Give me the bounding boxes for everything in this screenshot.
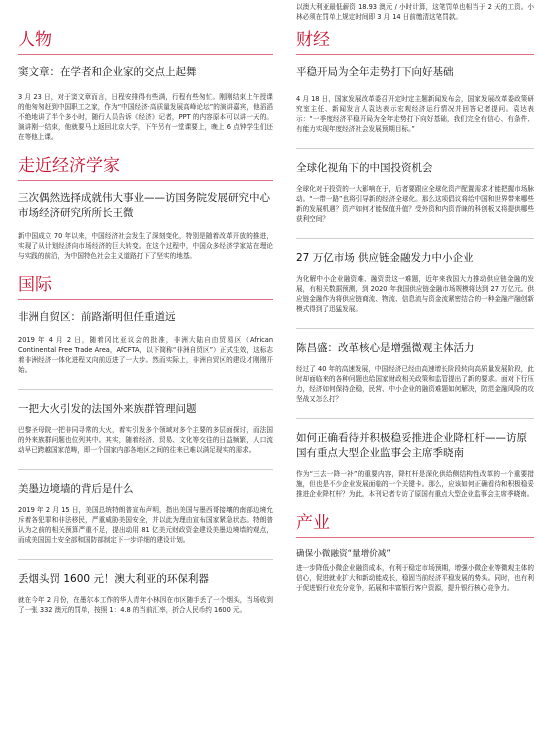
section-divider	[18, 54, 273, 55]
section-title: 走近经济学家	[18, 156, 120, 176]
article-continuation: 以澳大利亚最低薪资 18.93 澳元 / 小时计算，这笔罚单也相当于 2 天的工资。小林必须在罚单上规定时间即 3 月 14 日前缴清这笔罚款。	[296, 3, 534, 21]
section-title: 人物	[18, 30, 52, 50]
article-summary: 新中国成立 70 年以来，中国经济社会发生了深刻变化，特别是随着改革开放的推进，实现了从计划经济向市场经济的巨大转变。在这个过程中，中国众多经济学家站在理论与实践的前沿，为中国特色社会主义道路打下了坚实的地基。	[18, 232, 273, 260]
article-title[interactable]: 窦文章：在学者和企业家的交点上起舞	[18, 66, 197, 78]
section-title: 产业	[296, 513, 330, 533]
article-divider	[296, 238, 534, 239]
section-divider	[18, 180, 273, 181]
article-title[interactable]: 非洲自贸区：前路渐明但任重道远	[18, 311, 176, 323]
article-divider	[296, 328, 534, 329]
article-summary: 3 月 23 日，对于窦文章而言，日程安排得有些满，行程有些匆忙。刚刚结束上午授课的他匆匆赶到中国职工之家，作为“中国经济·高质量发展高峰论坛”的演讲嘉宾，他滔滔不绝地讲了半个多小时，随行人员告诉《经济》记者，PPT 的内容原本可以讲一天的。演讲刚一结束，他就要马上返回北京大学，下午另有一堂课要上，晚上 6 点钟学生们还在等他上课。	[18, 93, 273, 141]
section-international	[18, 275, 273, 615]
article-title[interactable]: 确保小微融资“量增价减”	[296, 549, 391, 559]
article-title[interactable]: 丢烟头罚 1600 元！澳大利亚的环保利器	[18, 573, 209, 585]
article-divider	[296, 418, 534, 419]
section-finance	[296, 30, 534, 499]
article-summary: 经过了 40 年的高速发展，中国经济已经由高速增长阶段转向高质量发展阶段，此时却面临来的各种问题也给国家财政相关政策和监管提出了新的要求。面对下行压力，经济如何保持企稳，民营、中小企业的融资难题如何解决，防范金融风险的攻坚战又怎么打？	[296, 365, 534, 403]
section-divider	[18, 299, 273, 300]
section-industry	[296, 513, 534, 593]
article-summary: 作为“三去一降一补”的重要内容，降杠杆是深化供给侧结构性改革的一个重要措施，但也是不少企业发展面临的一个关键卡。那么，应该如何正确看待和积极稳妥推进企业降杠杆？为此，本刊记者专访了原国有重点大型企业监事会主席季晓南。	[296, 470, 534, 498]
article-title[interactable]: 陈昌盛：改革核心是增强微观主体活力	[296, 342, 475, 354]
article-summary: 2019 年 2 月 15 日，美国总统特朗普宣布声明，指出美国与墨西哥接壤的南部边境允斥着各犯罪和非法移民，严重威胁美国安全，并以此为理由宣布国家紧急状态。特朗普认为之前的相关预算严重不足，提出动用 81 亿美元财政资金建设美墨边境墙的观点，而成美国国土安全部和国防部制定下一步详细的建设计划。	[18, 506, 273, 544]
article-title[interactable]: 美墨边境墙的背后是什么	[18, 483, 134, 495]
article-title[interactable]: 如何正确看待并积极稳妥推进企业降杠杆——访原国有重点大型企业监事会主席季晓南	[296, 432, 527, 459]
section-title: 国际	[18, 275, 52, 295]
article-title[interactable]: 全球化视角下的中国投资机会	[296, 162, 433, 174]
article-title[interactable]: 三次偶然选择成就伟大事业——访国务院发展研究中心市场经济研究所所长王微	[18, 192, 270, 219]
article-title[interactable]: 27 万亿市场 供应链金融发力中小企业	[296, 252, 474, 264]
article-summary: 巴黎圣母院一把非同寻常的大火，着实引发多个领域对多个主要的多层面探讨，而法国的外来族群问题也位列其中。其实，随着经济、贸易、文化等交往的日益频繁，人口流动早已跨越国家范畴，即一个国家内部各地区之间的往来已难以满足现实的需求。	[18, 426, 273, 454]
article-title[interactable]: 一把大火引发的法国外来族群管理问题	[18, 403, 197, 415]
left-column	[18, 0, 273, 629]
article-title[interactable]: 平稳开局为全年走势打下向好基础	[296, 66, 454, 78]
section-divider	[296, 54, 534, 55]
article-summary: 4 月 18 日，国家发展改革委召开定时定主题新闻发布会，国家发展改革委政策研究室主任、新闻发言人袁达表示宏观经济运行情况并回答记者提问。袁达表示：“一季度经济平稳开局为全年走势打下向好基础，我们完全有信心、有条件、有能力实现年度经济社会发展预期目标。”	[296, 95, 534, 133]
article-summary: 进一步降低小微企业融资成本，有利于稳定市场预期，增强小微企业等微观主体的信心，促进就业扩大和新动能成长，稳固当前经济平稳发展的势头。同时，也有利于促进银行业充分竞争，拓展和丰富银行客户资源，提升银行核心竞争力。	[296, 564, 534, 592]
section-title: 财经	[296, 30, 330, 50]
article-summary: 为化解中小企业融资难、融资贵这一难题，近年来我国大力推动供应链金融的发展，有相关数据预测，到 2020 年我国供应链金融市场规模将达到 27 万亿元。供应链金融作为将供应链商流、物流、信息流与资金流紧密结合的一种金融产融创新模式得到了迅猛发展。	[296, 275, 534, 313]
article-summary: 2019 年 4 月 2 日，随着冈比亚议会的批准，非洲大陆自由贸易区（African Continental Free Trade Area，AfCFTA，以下简称“非洲自贸区”）正式生效，这标志着非洲经济一体化进程又向前迈进了一大步。然而实际上，非洲自贸区的建设才刚刚开始。	[18, 336, 273, 374]
article-divider	[18, 469, 273, 470]
article-divider	[18, 389, 273, 390]
right-column	[296, 0, 534, 607]
section-people	[18, 30, 273, 142]
article-summary: 就在今年 2 月份，在墨尔本工作的华人青年小林因在市区随手丢了一个烟头，当场收到了一张 332 澳元的罚单，按照 1：4.8 的当前汇率，折合人民币约 1600 元。	[18, 596, 273, 614]
article-summary: 全球化对于投资的一大影响在于，后者要跟应全球化资产配置需求才能把握市场脉动。“一带一路”也将引导新的经济全球化。那么这项倡议将给中国和世界带来哪些新的发展机遇？资产如何才能保值升值？受外资和内资青睐的科创板又将提供哪些获利空间？	[296, 185, 534, 223]
section-economists	[18, 156, 273, 261]
article-divider	[18, 559, 273, 560]
article-divider	[296, 148, 534, 149]
section-divider	[296, 537, 534, 538]
